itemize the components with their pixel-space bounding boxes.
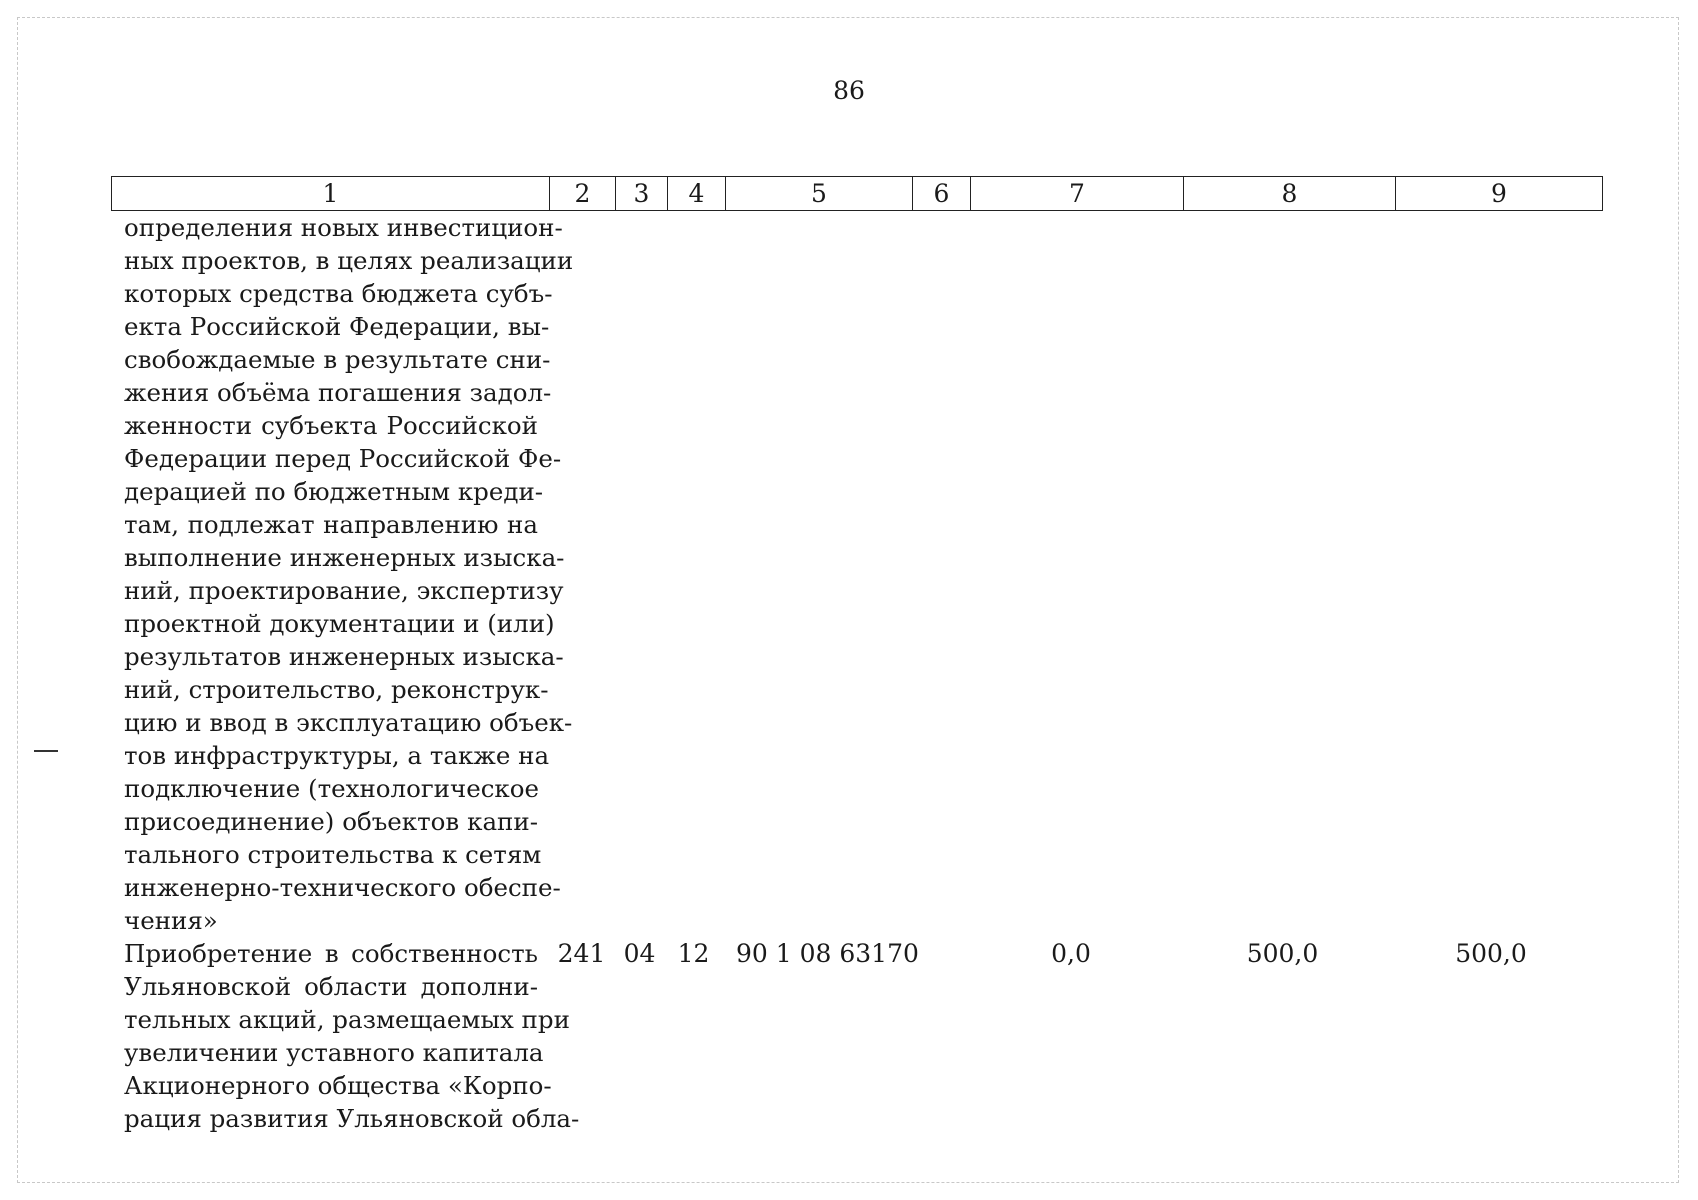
text-line: дерацией по бюджетным креди- [124,477,544,506]
text-line: свобождаемые в результате сни- [124,345,551,374]
text-line: екта Российской Федерации, вы- [124,312,550,341]
text-line: тельных акций, размещаемых при [124,1005,570,1034]
text-line: женности субъекта Российской [124,411,538,440]
row-description [124,937,580,1135]
text-line: увеличении уставного капитала [124,1038,544,1067]
header-col-2: 2 [550,177,616,211]
text-line: тального строительства к сетям [124,840,542,869]
header-col-5: 5 [726,177,913,211]
text-line: инженерно-технического обеспе- [124,873,561,902]
header-col-8: 8 [1184,177,1396,211]
row-col-5: 90 1 08 63170 [736,939,919,968]
row-col-3: 04 [623,939,656,968]
text-line: результатов инженерных изыска- [124,642,564,671]
header-col-1: 1 [112,177,550,211]
header-col-9: 9 [1396,177,1603,211]
text-line: жения объёма погашения задол- [124,378,552,407]
text-line: Ульяновской области дополни- [124,972,538,1001]
row-col-4: 12 [677,939,710,968]
text-line: присоединение) объектов капи- [124,807,538,836]
text-line: подключение (технологическое [124,774,539,803]
text-line: ний, проектирование, экспертизу [124,576,564,605]
column-number-header [111,176,1603,211]
header-col-3: 3 [616,177,668,211]
header-col-4: 4 [668,177,726,211]
text-line: там, подлежат направлению на [124,510,538,539]
header-col-6: 6 [913,177,971,211]
page-number: 86 [833,76,865,105]
row-col-9: 500,0 [1455,939,1527,968]
text-line: проектной документации и (или) [124,609,555,638]
text-line: тов инфраструктуры, а также на [124,741,550,770]
header-row [112,177,1603,211]
text-line: рация развития Ульяновской обла- [124,1104,580,1133]
text-line: Федерации перед Российской Фе- [124,444,562,473]
header-col-7: 7 [971,177,1184,211]
text-line: Акционерного общества «Корпо- [124,1071,552,1100]
row-col-7: 0,0 [1051,939,1091,968]
text-line: которых средства бюджета субъ- [124,279,553,308]
text-line: Приобретение в собственность [124,939,538,968]
text-line: ных проектов, в целях реализации [124,246,574,275]
text-line: чения» [124,906,218,935]
text-line: цию и ввод в эксплуатацию объек- [124,708,573,737]
text-line: определения новых инвестицион- [124,213,563,242]
text-line: выполнение инженерных изыска- [124,543,565,572]
text-line: ний, строительство, реконструк- [124,675,549,704]
continuation-text [124,211,574,937]
margin-mark [34,750,58,752]
row-col-8: 500,0 [1246,939,1319,968]
row-col-2: 241 [557,939,606,968]
